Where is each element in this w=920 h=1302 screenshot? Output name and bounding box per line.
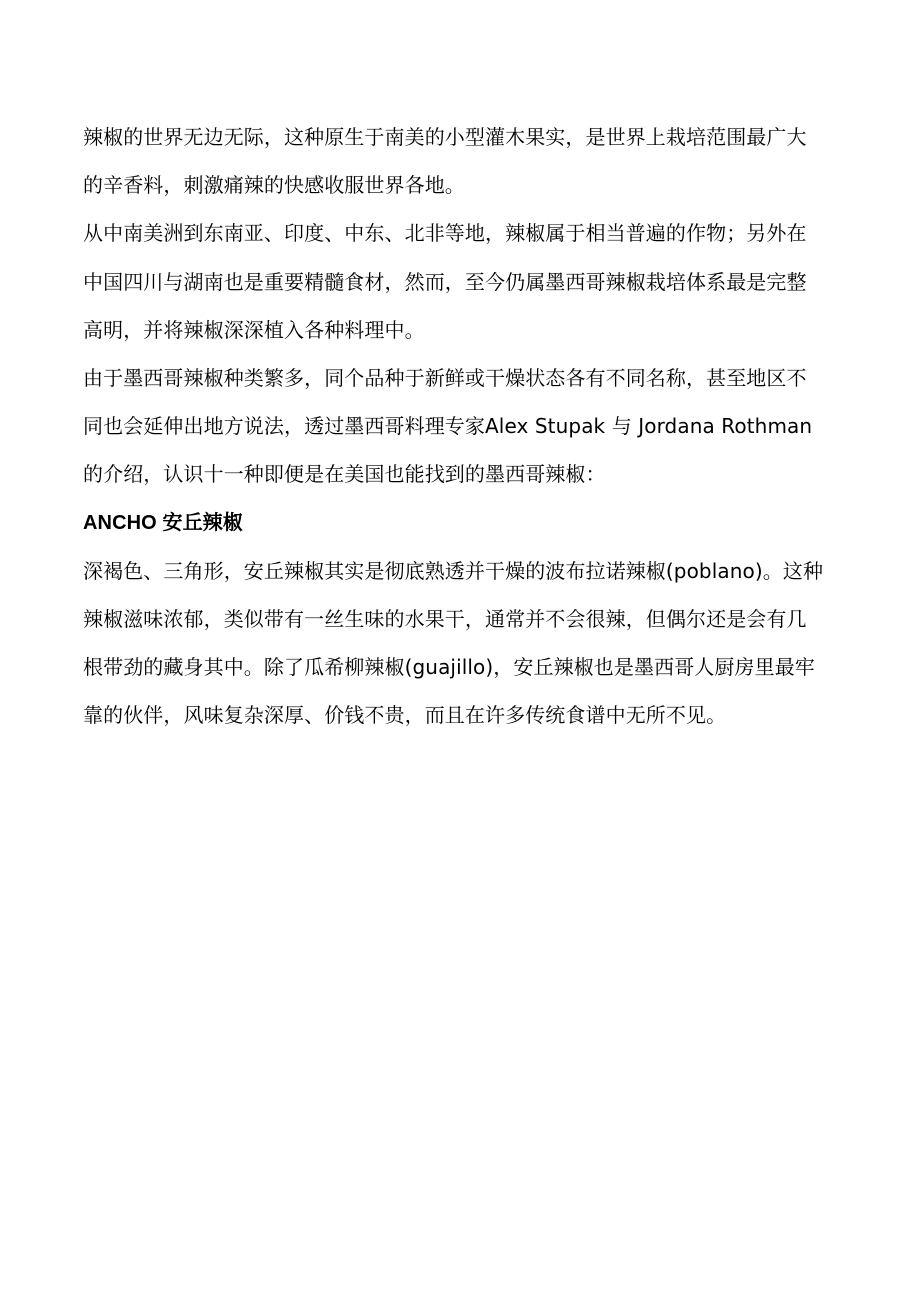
paragraph-regions bbox=[83, 218, 843, 363]
paragraph-ancho bbox=[83, 556, 843, 749]
text-line: 深褐色、三角形，安丘辣椒其实是彻底熟透并干燥的波布拉诺辣椒(poblano)。这种 bbox=[83, 558, 824, 583]
text-line: 靠的伙伴，风味复杂深厚、价钱不贵，而且在许多传统食谱中无所不见。 bbox=[83, 703, 727, 728]
section-heading: ANCHO 安丘辣椒 bbox=[83, 511, 243, 534]
text-line: 同也会延伸出地方说法，透过墨西哥料理专家Alex Stupak 与 Jordana Rothman bbox=[83, 414, 813, 439]
paragraph-intro bbox=[83, 122, 843, 218]
text-line: 的介绍，认识十一种即便是在美国也能找到的墨西哥辣椒： bbox=[83, 462, 606, 487]
text-line: 中国四川与湖南也是重要精髓食材，然而，至今仍属墨西哥辣椒栽培体系最是完整 bbox=[83, 269, 807, 294]
text-line: 根带劲的藏身其中。除了瓜希柳辣椒(guajillo)，安丘辣椒也是墨西哥人厨房里最牢 bbox=[83, 655, 815, 680]
paragraph-varieties bbox=[83, 363, 843, 508]
text-line: 的辛香料，刺激痛辣的快感收服世界各地。 bbox=[83, 173, 465, 198]
text-line: 辣椒的世界无边无际，这种原生于南美的小型灌木果实，是世界上栽培范围最广大 bbox=[83, 125, 807, 149]
document-body bbox=[83, 122, 843, 748]
text-line: 辣椒滋味浓郁，类似带有一丝生味的水果干，通常并不会很辣，但偶尔还是会有几 bbox=[83, 606, 807, 631]
text-line: 高明，并将辣椒深深植入各种料理中。 bbox=[83, 317, 425, 342]
text-line: 由于墨西哥辣椒种类繁多，同个品种于新鲜或干燥状态各有不同名称，甚至地区不 bbox=[83, 365, 807, 390]
text-line: 从中南美洲到东南亚、印度、中东、北非等地，辣椒属于相当普遍的作物；另外在 bbox=[83, 221, 807, 246]
